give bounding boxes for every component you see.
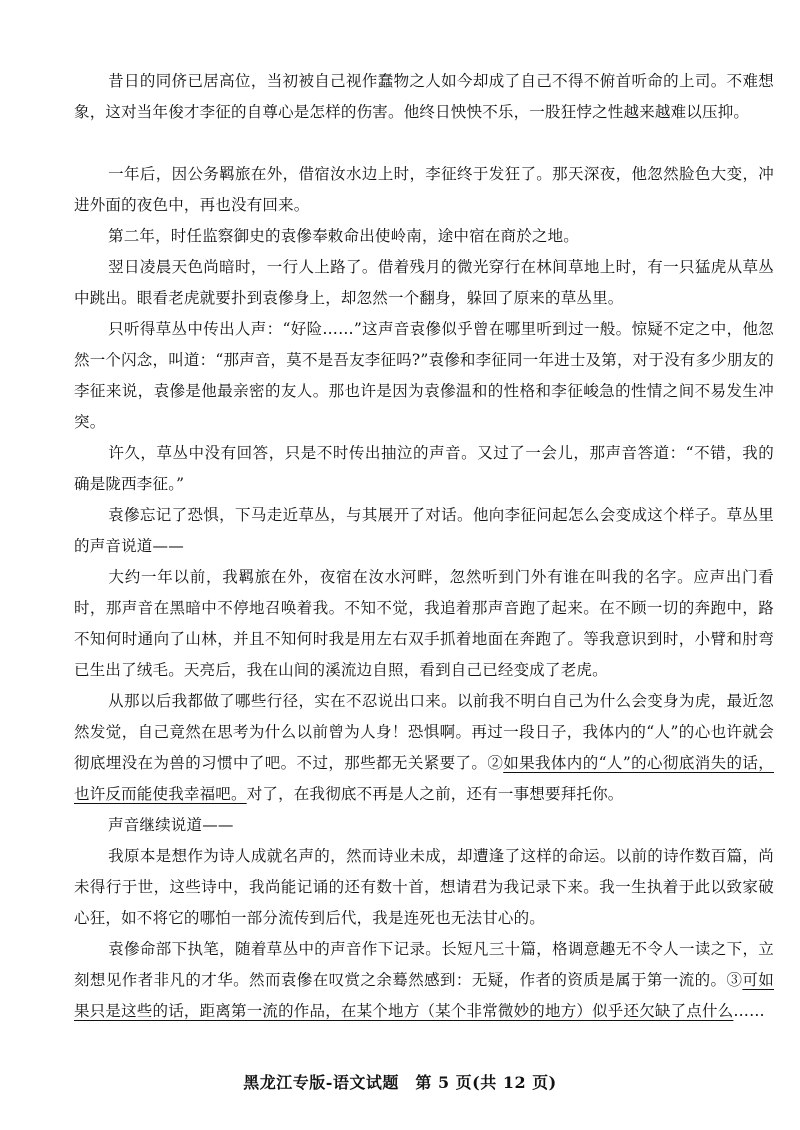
paragraph-2: 一年后，因公务羁旅在外，借宿汝水边上时，李征终于发狂了。那天深夜，他忽然脸色大变，冲进外面的夜色中，再也没有回来。 bbox=[74, 165, 774, 214]
question-marker-2: ② bbox=[487, 754, 504, 772]
paragraph-3: 第二年，时任监察御史的袁傪奉敕命出使岭南，途中宿在商於之地。 bbox=[108, 227, 580, 245]
paragraph-10: 声音继续说道—— bbox=[108, 816, 234, 834]
paragraph-8: 大约一年以前，我羁旅在外，夜宿在汝水河畔，忽然听到门外有谁在叫我的名字。应声出门看时，那声音在黑暗中不停地召唤着我。不知不觉，我追着那声音跑了起来。在不顾一切的奔跑中，路不知何时通向了山林，并且不知何时我是用左右双手抓着地面在奔跑了。等我意识到时，小臂和肘弯已生出了绒毛。天亮后，我在山间的溪流边自照，看到自己已经变成了老虎。 bbox=[74, 568, 774, 679]
paragraph-12: 袁傪命部下执笔，随着草丛中的声音作下记录。长短凡三十篇，格调意趣无不令人一读之下，立刻想见作者非凡的才华。然而袁傪在叹赏之余蓦然感到：无疑，作者的资质是属于第一流的。③可如果只是这些的话，距离第一流的作品，在某个地方（某个非常微妙的地方）似乎还欠缺了点什么…… bbox=[74, 940, 775, 1020]
paragraph-1: 昔日的同侪已居高位，当初被自己视作蠢物之人如今却成了自己不得不俯首听命的上司。不难想象，这对当年俊才李征的自尊心是怎样的伤害。他终日怏怏不乐，一股狂悖之性越来越难以压抑。 bbox=[74, 72, 774, 121]
paragraph-4: 翌日凌晨天色尚暗时，一行人上路了。借着残月的微光穿行在林间草地上时，有一只猛虎从草丛中跳出。眼看老虎就要扑到袁傪身上，却忽然一个翻身，躲回了原来的草丛里。 bbox=[74, 258, 774, 307]
paragraph-9: 从那以后我都做了哪些行径，实在不忍说出口来。以前我不明白自己为什么会变身为虎，最近忽然发觉，自己竟然在思考为什么以前曾为人身！恐惧啊。再过一段日子，我体内的“人”的心也许就会彻底埋没在为兽的习惯中了吧。不过，那些都无关紧要了。②如果我体内的“人”的心彻底消失的话，也许反而能使我幸福吧。对了，在我彻底不再是人之前，还有一事想要拜托你。 bbox=[74, 692, 775, 803]
page-footer: 黑龙江专版-语文试题 第 5 页(共 12 页) bbox=[243, 1073, 557, 1092]
paragraph-6: 许久，草丛中没有回答，只是不时传出抽泣的声音。又过了一会儿，那声音答道：“不错，我的确是陇西李征。” bbox=[74, 444, 774, 493]
question-marker-3: ③ bbox=[726, 971, 743, 989]
paragraph-5: 只听得草丛中传出人声：“好险……”这声音袁傪似乎曾在哪里听到过一般。惊疑不定之中，他忽然一个闪念，叫道：“那声音，莫不是吾友李征吗?”袁傪和李征同一年进士及第，对于没有多少朋友的李征来说，袁傪是他最亲密的友人。那也许是因为袁傪温和的性格和李征峻急的性情之间不易发生冲突。 bbox=[74, 320, 774, 431]
paragraph-11: 我原本是想作为诗人成就名声的，然而诗业未成，却遭逢了这样的命运。以前的诗作数百篇，尚未得行于世，这些诗中，我尚能记诵的还有数十首，想请君为我记录下来。我一生执着于此以致家破心狂，如不将它的哪怕一部分流传到后代，我是连死也无法甘心的。 bbox=[74, 847, 774, 927]
underlined-sentence-2: 如果我体内的“人”的心彻底消失的话，也许反而能使我幸福吧。 bbox=[74, 754, 775, 803]
paragraph-7: 袁傪忘记了恐惧，下马走近草丛，与其展开了对话。他向李征问起怎么会变成这个样子。草丛里的声音说道—— bbox=[74, 506, 774, 555]
underlined-sentence-3: 可如果只是这些的话，距离第一流的作品，在某个地方（某个非常微妙的地方）似乎还欠缺了点什么 bbox=[74, 971, 775, 1020]
